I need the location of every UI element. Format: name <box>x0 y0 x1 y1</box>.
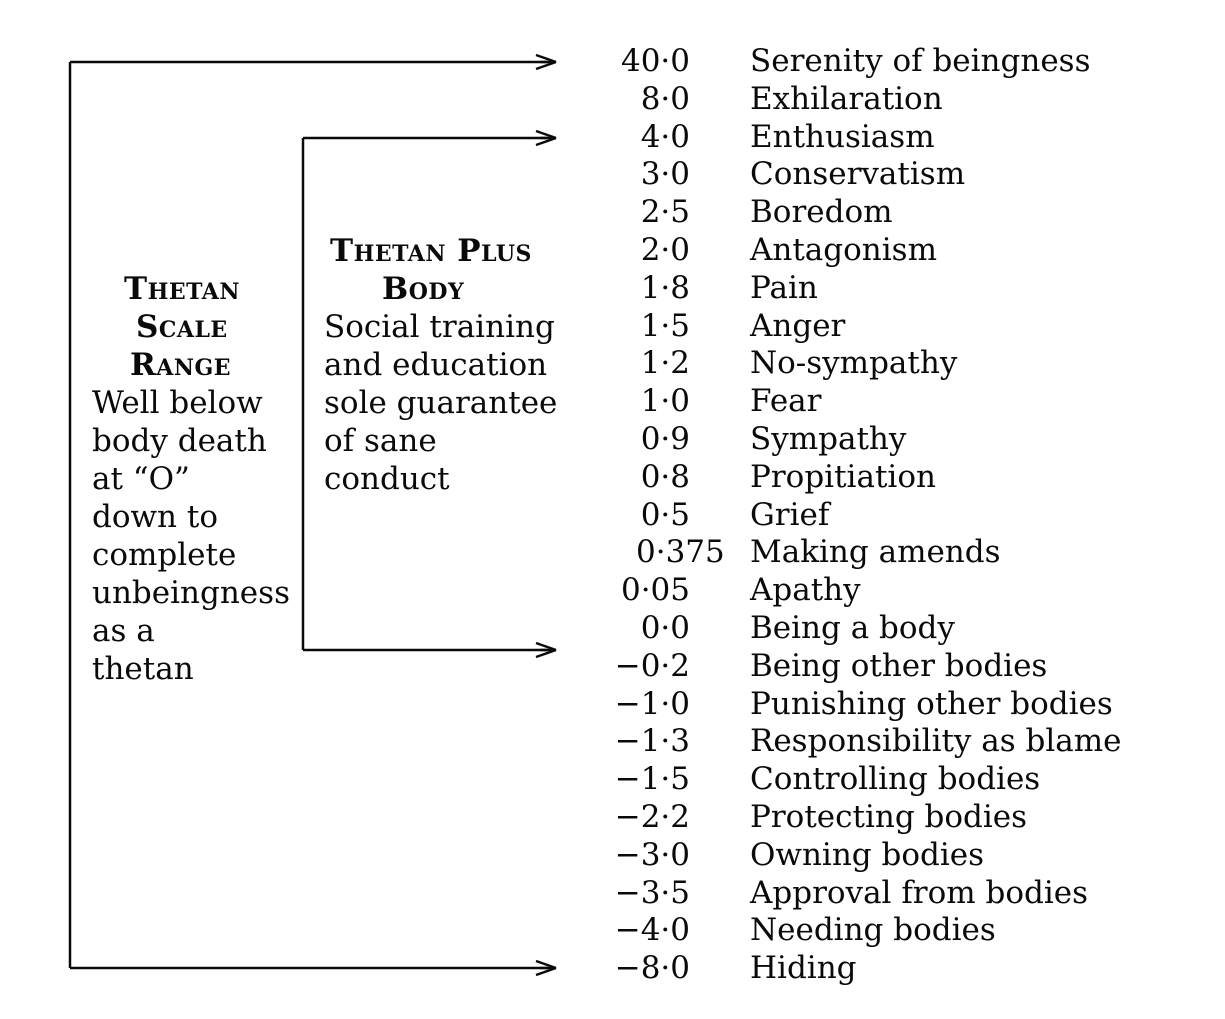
scale-label: Controlling bodies <box>750 761 1041 798</box>
thetan-body-line: thetan <box>92 651 194 687</box>
scale-row <box>560 344 1200 382</box>
thetan-body-line: unbeingness <box>92 575 290 611</box>
scale-label: Punishing other bodies <box>750 685 1113 722</box>
scale-row <box>560 420 1200 458</box>
scale-label: Protecting bodies <box>750 799 1028 835</box>
scale-row <box>560 798 1200 836</box>
scale-label: Pain <box>750 269 818 306</box>
scale-value: 8·0 <box>640 80 690 117</box>
scale-label: Sympathy <box>750 421 907 457</box>
scale-value: 0·0 <box>640 610 690 646</box>
thetan-body-line: at “O” <box>92 461 190 497</box>
scale-row <box>560 155 1200 193</box>
scale-value: −3·5 <box>614 874 690 911</box>
scale-value: 0·8 <box>640 458 690 495</box>
scale-row <box>560 307 1200 345</box>
scale-label: Enthusiasm <box>750 118 935 155</box>
scale-value: 0·375 <box>636 534 725 571</box>
scale-row <box>560 609 1200 647</box>
scale-row <box>560 911 1200 949</box>
thetan-plus-body-line: conduct <box>324 461 450 497</box>
scale-label: Anger <box>750 307 846 344</box>
scale-label: Conservatism <box>750 156 966 193</box>
scale-value: −1·5 <box>614 761 690 798</box>
scale-row <box>560 874 1200 912</box>
scale-row <box>560 571 1200 609</box>
thetan-plus-body-heading-line: Body <box>382 271 465 307</box>
scale-row <box>560 722 1200 760</box>
scale-row <box>560 231 1200 269</box>
thetan-plus-body-heading-line: Thetan Plus <box>330 233 532 269</box>
scale-row <box>560 193 1200 231</box>
scale-label: Boredom <box>750 194 893 231</box>
thetan-plus-body-line: sole guarantee <box>324 385 558 421</box>
scale-row <box>560 949 1200 987</box>
scale-row <box>560 496 1200 534</box>
scale-label: Hiding <box>750 950 857 987</box>
scale-value: −1·3 <box>614 723 690 760</box>
thetan-heading-line: Scale <box>136 309 228 345</box>
scale-row <box>560 42 1200 80</box>
scale-row <box>560 269 1200 307</box>
scale-label: Being a body <box>750 610 955 646</box>
thetan-body-line: down to <box>92 499 218 535</box>
scale-value: 2·0 <box>640 232 690 268</box>
scale-label: Being other bodies <box>750 647 1048 684</box>
scale-row <box>560 382 1200 420</box>
thetan-body-line: body death <box>92 423 267 459</box>
scale-row <box>560 80 1200 118</box>
scale-label: Owning bodies <box>750 836 985 873</box>
scale-value: 40·0 <box>620 43 690 79</box>
thetan-plus-body-line: and education <box>324 347 548 383</box>
scale-label: Exhilaration <box>750 80 943 117</box>
scale-value: 0·9 <box>640 421 690 457</box>
scale-value: −8·0 <box>614 950 690 987</box>
thetan-body-line: complete <box>92 537 237 573</box>
scale-row <box>560 118 1200 156</box>
scale-label: Antagonism <box>750 232 937 268</box>
scale-value: −0·2 <box>614 647 690 684</box>
scale-label: Making amends <box>750 534 1001 571</box>
scale-value: 1·0 <box>640 383 690 420</box>
scale-value: 1·5 <box>640 307 690 344</box>
scale-label: Needing bodies <box>750 912 996 949</box>
scale-value: 4·0 <box>640 118 690 155</box>
scale-row <box>560 836 1200 874</box>
scale-row <box>560 533 1200 571</box>
scale-value: 0·5 <box>640 496 690 533</box>
scale-label: Apathy <box>750 572 861 609</box>
scale-label: Propitiation <box>750 458 936 495</box>
thetan-plus-body-block <box>324 232 557 498</box>
scale-row <box>560 458 1200 496</box>
scale-label: No-sympathy <box>750 345 958 382</box>
scale-value: −3·0 <box>614 836 690 873</box>
scale-value: 1·8 <box>640 269 690 306</box>
thetan-body-line: as a <box>92 613 155 649</box>
scale-value: −1·0 <box>614 685 690 722</box>
scale-value: 3·0 <box>640 156 690 193</box>
thetan-scale-range-block <box>92 270 290 688</box>
scale-label: Grief <box>750 496 830 533</box>
thetan-plus-body-line: of sane <box>324 423 437 459</box>
scale-label: Serenity of beingness <box>750 43 1091 79</box>
scale-label: Approval from bodies <box>750 874 1089 911</box>
scale-row <box>560 647 1200 685</box>
scale-value: −2·2 <box>614 799 690 835</box>
thetan-heading-line: Thetan <box>124 271 240 307</box>
scale-value: −4·0 <box>614 912 690 949</box>
scale-value: 1·2 <box>640 345 690 382</box>
scale-row <box>560 760 1200 798</box>
scale-value: 0·05 <box>620 572 690 609</box>
scale-label: Responsibility as blame <box>750 723 1122 760</box>
scale-value: 2·5 <box>640 194 690 231</box>
scale-row <box>560 685 1200 723</box>
thetan-heading-line: Range <box>130 347 231 383</box>
thetan-plus-body-line: Social training <box>324 309 555 345</box>
thetan-body-line: Well below <box>92 385 263 421</box>
scale-label: Fear <box>750 383 822 420</box>
